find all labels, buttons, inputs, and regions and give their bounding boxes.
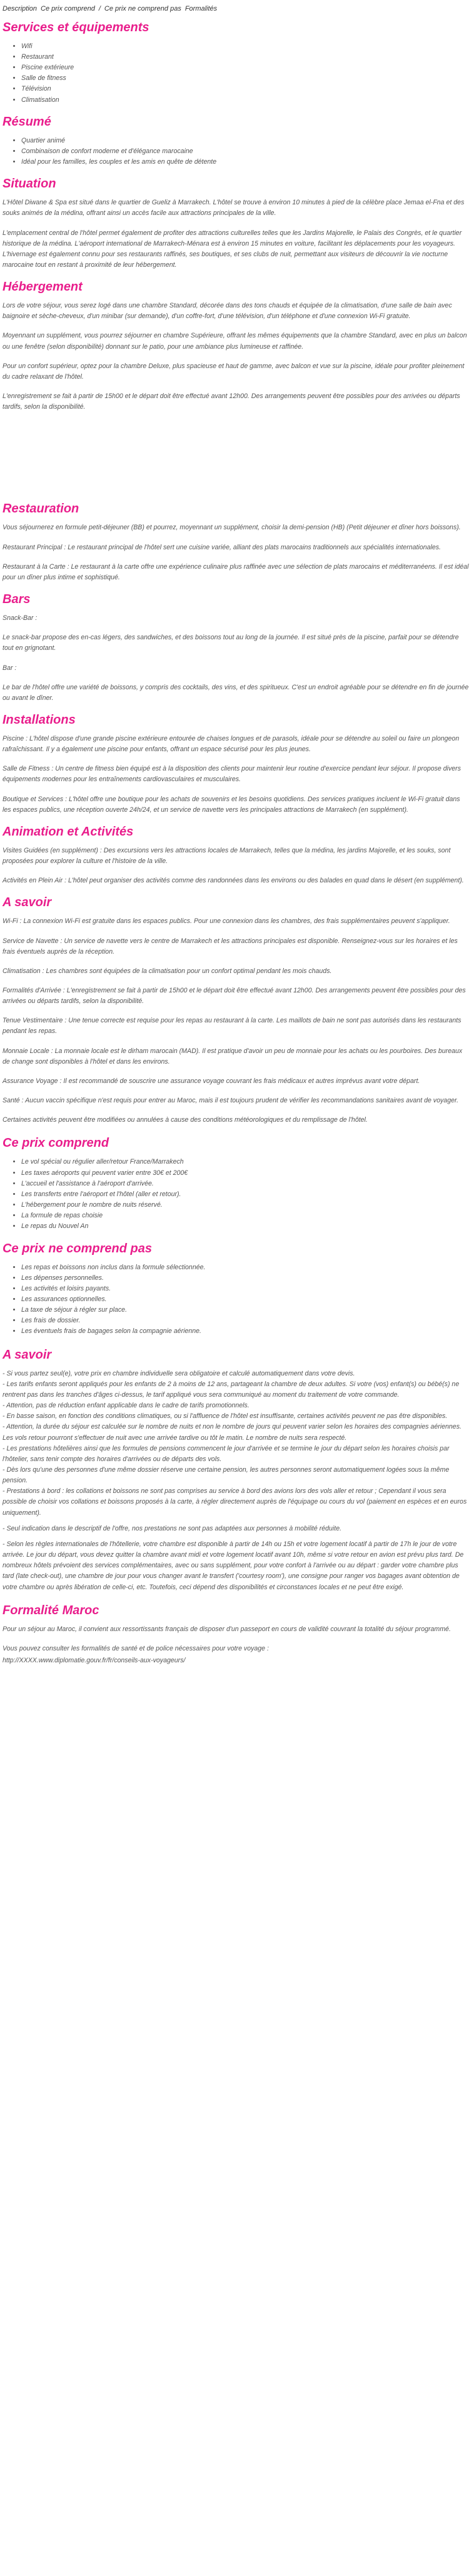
list-item: • Salle de fitness [21, 73, 470, 84]
paragraph: Pour un confort supérieur, optez pour la chambre Deluxe, plus spacieuse et haut de gamme, avec balcon et vue sur la piscine, idéale pour profiter pleinement du cadre relaxant de l'hôtel. [3, 362, 465, 381]
diplomatie-link[interactable]: http://XXXX.www.diplomatie.gouv.fr/fr/conseils-aux-voyageurs/ [3, 1657, 186, 1665]
paragraph: Certaines activités peuvent être modifiées ou annulées à cause des conditions météorologiques et du remplissage de l'hôtel. [3, 1116, 368, 1124]
bars-title: Bars [3, 592, 31, 607]
paragraph: Le bar de l'hôtel offre une variété de boissons, y compris des cocktails, des vins, et des spiritueux. C'est un endroit agréable pour se détendre en fin de journée ou avant le dîner. [3, 683, 469, 702]
list-item: • Wifi [21, 41, 470, 52]
prix-comprend-section [3, 1136, 470, 1232]
asavoir-title: A savoir [3, 896, 52, 910]
paragraph: Wi-Fi : La connexion Wi-Fi est gratuite dans les espaces publics. Pour une connexion dans les chambres, des frais supplémentaires peuvent s'appliquer. [3, 917, 450, 926]
paragraph: Restaurant Principal : Le restaurant principal de l'hôtel sert une cuisine variée, alliant des plats marocains traditionnels aux spécialités internationales. [3, 543, 441, 551]
paragraph: L'Hôtel Diwane & Spa est situé dans le quartier de Gueliz à Marrakech. L'hôtel se trouve à environ 10 minutes à pied de la célèbre place Jemaa el-Fna et des souks animés de la médina, offrant ainsi un accès facile aux attractions principales de la ville. [3, 199, 465, 217]
prix-comprend-title: Ce prix comprend [3, 1136, 109, 1151]
note-line: - Prestations à bord : les collations et boissons ne sont pas comprises au service à bord des avions lors des vols aller et retour ; Cependant il vous sera possible de choisir vos collations et boissons proposés à la carte, à régler directement auprès de l'équipage ou cours du vol (paiement en espèces et en euros uniquement). [3, 1487, 467, 1517]
list-item: • La formule de repas choisie [21, 1211, 470, 1221]
paragraph [3, 1655, 470, 1666]
list-item: • L'accueil et l'assistance à l'aéroport d'arrivée. [21, 1179, 470, 1189]
situation-section [3, 176, 470, 271]
installations-section [3, 712, 470, 816]
list-item: • Les transferts entre l'aéroport et l'hôtel (aller et retour). [21, 1189, 470, 1200]
list-item: • Le repas du Nouvel An [21, 1221, 470, 1232]
list-item: • Les repas et boissons non inclus dans la formule sélectionnée. [21, 1262, 470, 1273]
prix-comprend-list [3, 1157, 470, 1232]
page [0, 4, 474, 1666]
paragraph: L'emplacement central de l'hôtel permet également de profiter des attractions culturelles telles que les Jardins Majorelle, le Palais des Congrès, et le quartier historique de la médina. L'aéroport international de Marrakech-Ménara est à environ 15 minutes en voiture, facilitant les déplacements pour les voyageurs. L'hivernage est également connu pour ses restaurants raffinés, ses boutiques, et ses clubs de nuit, permettant aux visiteurs de découvrir la vie nocturne marocaine tout en restant à proximité de leur hébergement. [3, 229, 462, 269]
animation-title: Animation et Activités [3, 824, 134, 839]
prix-ne-comprend-section [3, 1241, 470, 1337]
paragraph: Activités en Plein Air : L'hôtel peut organiser des activités comme des randonnées dans les environs ou des balades en quad dans le désert (en supplément). [3, 877, 464, 885]
list-item: • Combinaison de confort moderne et d'élégance marocaine [21, 146, 470, 157]
list-item: • L'hébergement pour le nombre de nuits réservé. [21, 1200, 470, 1211]
paragraph: Le snack-bar propose des en-cas légers, des sandwiches, et des boissons tout au long de la journée. Il est situé près de la piscine, parfait pour se détendre tout en grignotant. [3, 634, 459, 652]
asavoir-section [3, 895, 470, 1126]
note-line: - Si vous partez seul(e), votre prix en chambre individuelle sera obligatoire et calculé automatiquement dans votre devis. [3, 1369, 355, 1377]
paragraph: Service de Navette : Un service de navette vers le centre de Marrakech et les attractions principales est disponible. Renseignez-vous sur les horaires et les frais éventuels auprès de la réception. [3, 937, 458, 956]
prix-ne-comprend-title: Ce prix ne comprend pas [3, 1241, 152, 1256]
list-item: • Les activités et loisirs payants. [21, 1284, 470, 1294]
note-line: - En basse saison, en fonction des conditions climatiques, ou si l'affluence de l'hôtel est insuffisante, certaines activités peuvent ne pas être disponibles. [3, 1412, 448, 1420]
paragraph: Snack-Bar : [3, 614, 38, 622]
paragraph: Climatisation : Les chambres sont équipées de la climatisation pour un confort optimal pendant les mois chauds. [3, 967, 332, 975]
paragraph: L'enregistrement se fait à partir de 15h00 et le départ doit être effectué avant 12h00. Des arrangements peuvent être possibles pour des arrivées ou départs tardifs, selon la disponibilité. [3, 392, 460, 411]
note-line: - Seul indication dans le descriptif de l'offre, nos prestations ne sont pas adaptées aux personnes à mobilité réduite. [3, 1524, 342, 1532]
resume-list [3, 136, 470, 167]
breadcrumb-description[interactable]: Description [3, 5, 38, 12]
note-line: - Attention, la durée du séjour est calculée sur le nombre de nuits et non le nombre de jours qui peuvent varier selon les horaires des compagnies aériennes. Les vols retour pourront s'effectuer de nuit avec une arrivée tardive ou tôt le matin. Le nombre de nuits sera respecté. [3, 1423, 461, 1442]
services-list [3, 41, 470, 106]
paragraph: Lors de votre séjour, vous serez logé dans une chambre Standard, décorée dans des tons chauds et équipée de la climatisation, d'une salle de bain avec baignoire et sèche-cheveux, d'un minibar (sur demande), d'un coffre-fort, d'une télévision, d'un téléphone et d'une connexion Wi-Fi gratuite. [3, 302, 452, 321]
installations-title: Installations [3, 712, 76, 727]
animation-section [3, 824, 470, 886]
list-item: • Piscine extérieure [21, 62, 470, 73]
formalite-section [3, 1603, 470, 1666]
list-item: • Idéal pour les familles, les couples et les amis en quête de détente [21, 157, 470, 167]
restauration-title: Restauration [3, 502, 79, 516]
list-item: • Le vol spécial ou régulier aller/retour France/Marrakech [21, 1157, 470, 1167]
prix-ne-comprend-list [3, 1262, 470, 1337]
paragraph: Vous pouvez consulter les formalités de santé et de police nécessaires pour votre voyage : [3, 1644, 269, 1652]
blank-space [3, 421, 470, 501]
resume-section [3, 114, 470, 167]
paragraph: Piscine : L'hôtel dispose d'une grande piscine extérieure entourée de chaises longues et de parasols, idéale pour se détendre au soleil ou faire un plongeon rafraîchissant. Il y a également une piscine pour enfants, offrant un espace sécurisé pour les plus jeunes. [3, 734, 460, 754]
paragraph: Moyennant un supplément, vous pourrez séjourner en chambre Supérieure, offrant les mêmes équipements que la chambre Standard, avec en plus un balcon ou une fenêtre (selon disponibilité) donnant sur le patio, pour une ambiance plus lumineuse et raffinée. [3, 332, 467, 351]
list-item: • Les frais de dossier. [21, 1315, 470, 1326]
formalite-title: Formalité Maroc [3, 1603, 99, 1617]
paragraph: Assurance Voyage : Il est recommandé de souscrire une assurance voyage couvrant les frais médicaux et autres imprévus avant votre départ. [3, 1077, 420, 1085]
services-section [3, 20, 470, 106]
list-item: • Les éventuels frais de bagages selon la compagnie aérienne. [21, 1326, 470, 1337]
paragraph: Vous séjournerez en formule petit-déjeuner (BB) et pourrez, moyennant un supplément, choisir la demi-pension (HB) (Petit déjeuner et dîner hors boissons). [3, 524, 461, 532]
list-item: • Climatisation [21, 95, 470, 106]
paragraph: Boutique et Services : L'hôtel offre une boutique pour les achats de souvenirs et les besoins quotidiens. Des services pratiques incluent le Wi-Fi gratuit dans les espaces publics, une réception ouverte 24h/24, et un service de navette vers les principales attractions de Marrakech (en supplément). [3, 795, 460, 814]
breadcrumb-ce-prix-ne-comprend-pas[interactable]: Ce prix ne comprend pas [104, 5, 181, 12]
list-item: • Restaurant [21, 52, 470, 62]
situation-title: Situation [3, 177, 56, 191]
list-item: • Les assurances optionnelles. [21, 1294, 470, 1305]
hebergement-section [3, 279, 470, 412]
breadcrumb-ce-prix-comprend[interactable]: Ce prix comprend [41, 5, 95, 12]
bars-section [3, 592, 470, 704]
breadcrumb [3, 4, 470, 15]
resume-title: Résumé [3, 114, 51, 129]
note-line: - Attention, pas de réduction enfant applicable dans le cadre de tarifs promotionnels. [3, 1402, 250, 1410]
asavoir-notes-section [3, 1347, 470, 1593]
paragraph: Visites Guidées (en supplément) : Des excursions vers les attractions locales de Marrakech, telles que la médina, les jardins Majorelle, et les souks, sont proposées pour explorer la culture et l'histoire de la ville. [3, 846, 451, 866]
asavoir-notes-title: A savoir [3, 1347, 52, 1362]
list-item: • Les dépenses personnelles. [21, 1273, 470, 1284]
note-line: - Les prestations hôtelières ainsi que les formules de pensions commencent le jour d'arrivée et se termine le jour du départ selon les horaires choisis par l'hôtelier, sans tenir compte des horaires d'arrivées ou de départs des vols. [3, 1444, 450, 1463]
paragraph: Formalités d'Arrivée : L'enregistrement se fait à partir de 15h00 et le départ doit être effectué avant 12h00. Des arrangements peuvent être possibles pour des arrivées ou départs tardifs, selon la disponibilité. [3, 987, 466, 1006]
breadcrumb-separator: / [98, 5, 101, 12]
restauration-section [3, 501, 470, 583]
note-line: - Dès lors qu'une des personnes d'une même dossier réserve une certaine pension, les autres personnes seront automatiquement logées sous la même pension. [3, 1466, 450, 1485]
paragraph: Bar : [3, 664, 17, 672]
breadcrumb-formalites[interactable]: Formalités [184, 5, 218, 12]
paragraph: Monnaie Locale : La monnaie locale est le dirham marocain (MAD). Il est pratique d'avoir un peu de monnaie pour les achats ou les pourboires. Des bureaux de change sont disponibles à l'hôtel et dans les environs. [3, 1047, 463, 1066]
paragraph: Restaurant à la Carte : Le restaurant à la carte offre une expérience culinaire plus raffinée avec une sélection de plats marocains et méditerranéens. Il est idéal pour un dîner plus intime et sophistiqué. [3, 562, 469, 581]
note-line: - Selon les règles internationales de l'hôtellerie, votre chambre est disponible à partir de 14h ou 15h et votre logement locatif à partir de 17h le jour de votre arrivée. Le jour du départ, vous devez quitter la chambre avant midi et votre logement locatif avant 10h, même si votre retour en avion est prévu plus tard. De nombreux hôtels prévoient des services complémentaires, avec ou sans supplément, pour votre confort à l'arrivée ou au départ : garder votre chambre plus tard (late check-out), une chambre de jour pour vous changer avant le transfert ('courtesy room'), une consigne pour ranger vos bagages avant obtention de votre chambre ou après libération de celle-ci, etc. Toutefois, ceci dépend des disponibilités et circonstances locales et ne peut être exigé. [3, 1540, 464, 1591]
paragraph: Salle de Fitness : Un centre de fitness bien équipé est à la disposition des clients pour maintenir leur routine d'exercice pendant leur séjour. Il propose divers équipements modernes pour les entraînements cardiovasculaires et musculaires. [3, 765, 461, 784]
paragraph: Tenue Vestimentaire : Une tenue correcte est requise pour les repas au restaurant à la carte. Les maillots de bain ne sont pas autorisés dans les restaurants pendant les repas. [3, 1017, 461, 1036]
list-item: • Télévision [21, 84, 470, 94]
hebergement-title: Hébergement [3, 280, 83, 294]
list-item: • Les taxes aéroports qui peuvent varier entre 30€ et 200€ [21, 1168, 470, 1179]
services-title: Services et équipements [3, 20, 149, 34]
list-item: • La taxe de séjour à régler sur place. [21, 1305, 470, 1315]
note-line: - Les tarifs enfants seront appliqués pour les enfants de 2 à moins de 12 ans, partageant la chambre de deux adultes. Si votre (vos) enfant(s) ou bébé(s) ne rentrent pas dans les tranches d'âges ci-dessus, le tarif appliqué vous sera communiqué au moment du traitement de votre commande. [3, 1380, 460, 1399]
paragraph: Pour un séjour au Maroc, il convient aux ressortissants français de disposer d'un passeport en cours de validité couvrant la totalité du séjour programmé. [3, 1625, 451, 1633]
paragraph: Santé : Aucun vaccin spécifique n'est requis pour entrer au Maroc, mais il est toujours prudent de vérifier les recommandations sanitaires avant de voyager. [3, 1097, 459, 1105]
list-item: • Quartier animé [21, 136, 470, 146]
